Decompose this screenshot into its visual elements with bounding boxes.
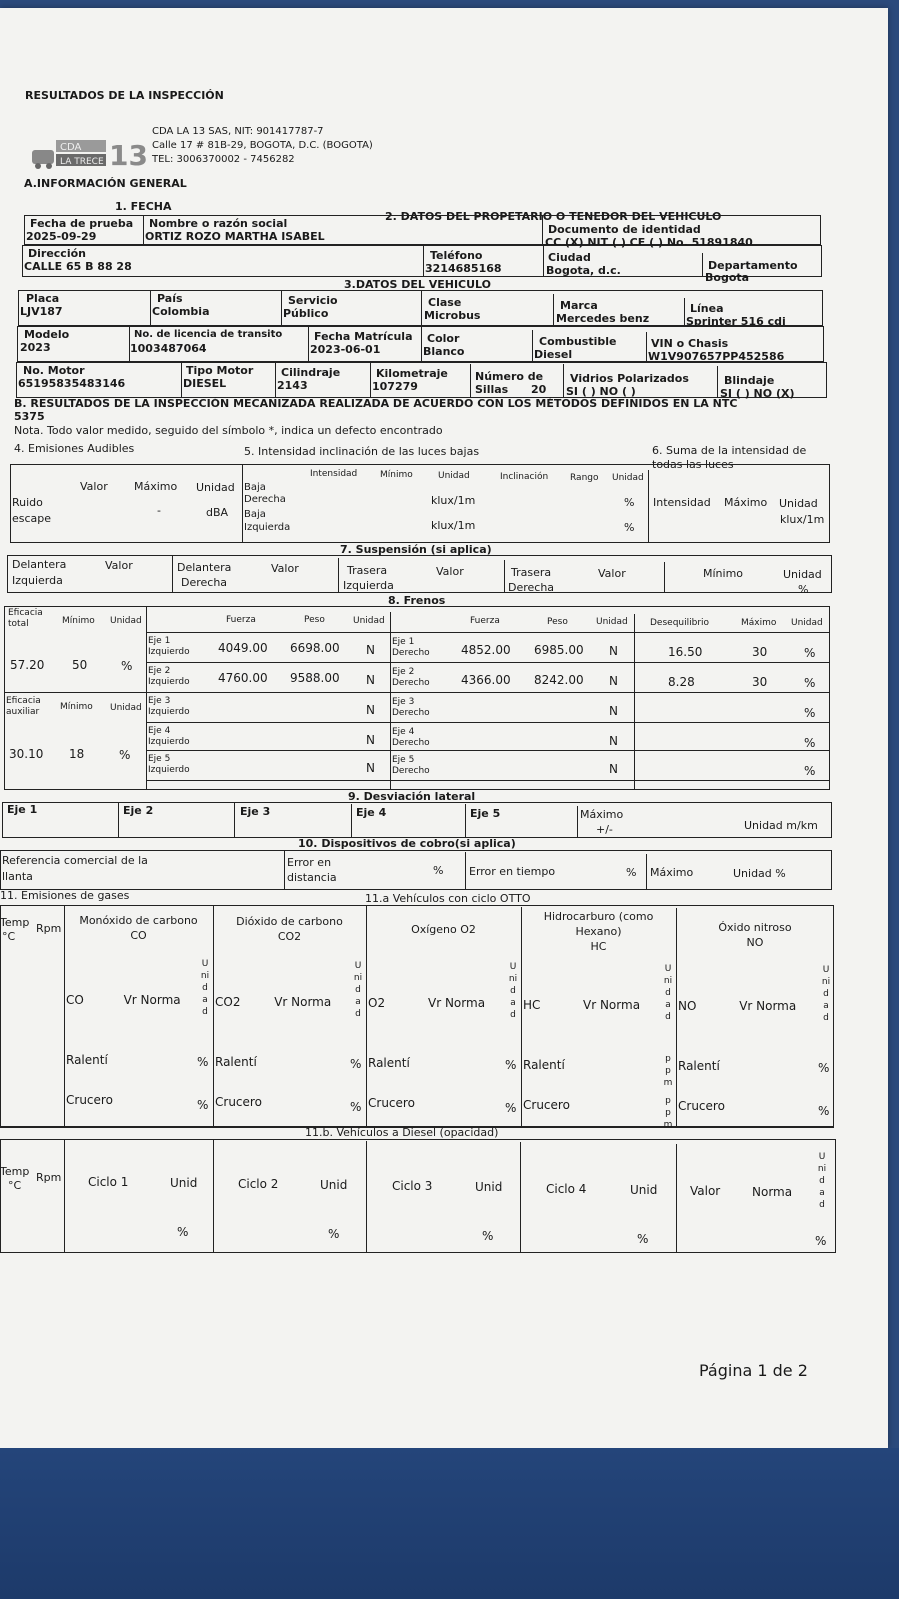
ralenti: Ralentí	[66, 1053, 108, 1067]
unidad-vertical: Unidad	[200, 959, 210, 1017]
color: Blanco	[423, 345, 465, 358]
svg-text:13: 13	[109, 139, 148, 172]
eje-der-label: Eje 1	[392, 637, 415, 647]
cda-phone: TEL: 3006370002 - 7456282	[152, 154, 295, 165]
vr-norma: Vr Norma	[583, 997, 641, 1012]
vin: W1V907657PP452586	[648, 350, 785, 363]
unidad-vertical: Unidad	[663, 963, 673, 1022]
cobro-heading: 10. Dispositivos de cobro(si aplica)	[298, 837, 516, 850]
document-title: RESULTADOS DE LA INSPECCIÓN	[25, 89, 224, 102]
eje-izq-side: Izquierdo	[148, 765, 190, 775]
cda-name: CDA LA 13 SAS, NIT: 901417787-7	[152, 126, 324, 137]
fuerza-izquierdo: 4760.00	[218, 671, 268, 685]
kilometraje: 107279	[372, 380, 418, 393]
cda-logo	[30, 136, 148, 174]
peso-izquierdo: 6698.00	[290, 641, 340, 655]
eje-izq-side: Izquierdo	[148, 647, 190, 657]
eje-der-label: Eje 5	[392, 755, 415, 765]
unidad-n: N	[366, 761, 375, 775]
unidad-n: N	[609, 734, 618, 748]
cilindraje: 2143	[277, 379, 308, 392]
gas-label: HC	[523, 997, 541, 1012]
unidad-pct: %	[505, 1058, 517, 1072]
vr-norma: Vr Norma	[274, 994, 332, 1009]
unidad-pct: %	[804, 676, 816, 690]
fecha-prueba: 2025-09-29	[26, 230, 97, 243]
vr-norma: Vr Norma	[739, 999, 797, 1013]
desequilibrio: 16.50	[668, 645, 703, 659]
unidad-pct: %	[804, 764, 816, 778]
vr-norma: Vr Norma	[428, 996, 486, 1010]
owner-address: CALLE 65 B 88 28	[24, 260, 132, 273]
pais: Colombia	[152, 305, 210, 318]
section-b-title: B. RESULTADOS DE LA INSPECCIÓN MECANIZADA REALIZADA DE ACUERDO CON LOS MÉTODOS DEFINIDOS EN LA NTC	[14, 397, 738, 410]
eje-der-label: Eje 3	[392, 697, 415, 707]
unidad-pct: %	[197, 1055, 209, 1069]
svg-text:CDA: CDA	[60, 142, 82, 153]
gases-heading: 11. Emisiones de gases	[0, 889, 130, 902]
owner-phone: 3214685168	[425, 262, 502, 275]
inspection-document: RESULTADOS DE LA INSPECCIÓN 13 CDA LA TRECE CDA LA 13 SAS, NIT: 901417787-7 Calle 17 # 81B-29, BOGOTA, D.C. (BOGOTA) TEL: 3006370002 - 7456282 A.INFORMACIÓN GENERAL 1. FECHA 2. DATOS DEL PROPETARIO O TENEDOR DEL VEHICULO Fecha de prueba 2025-09-29 Nombre o razón social ORTIZ ROZO MARTHA ISABEL Documento de identidad CC (X) NIT ( ) CE ( ) No. 51891840 Dirección CALLE 65 B 88 28 Teléfono 3214685168 Ciudad Bogota, d.c. Departamento Bogota 3.DATOS DEL VEHICULO Placa LJV187 País Colombia Servicio Público Clase Microbus Marca Mercedes benz Línea Sprinter 516 cdi Modelo 2023 No. de licencia de transito 1003487064 Fecha Matrícula 2023-06-01 Color Blanco Combustible Diesel VIN o Chasis W1V907657PP452586 No. Motor 65195835483146 Tipo Motor DIESEL Cilindraje 2143 Kilometraje 107279 Número de Sillas 20 Vidrios Polarizados SI ( ) NO ( ) Blindaje SI ( ) NO (X) B. RESULTADOS DE LA INSPECCIÓN MECANIZADA REALIZADA DE ACUERDO CON LOS MÉTODOS DEFINIDOS EN LA NTC 5375 Nota. Todo valor medido, seguido del símbolo *, indica un defecto encontrado 4. Emisiones Audibles 5. Intensidad inclinación de las luces bajas 6. Suma de la intensidad de todas las luces Valor Máximo Unidad Ruido escape - dBA Intensidad Mínimo Unidad Inclinación Rango Unidad Baja Derecha Baja Izquierda klux/1m klux/1m % % Intensidad Máximo Unidad klux/1m 7. Suspensión (si aplica) Delantera Izquierda Valor Delantera Derecha Valor Trasera Izquierda Valor Trasera Derecha Valor Mínimo Unidad % 8. Frenos Eficacia total Mínimo Unidad 57.20 50 % Eficacia auxiliar Mínimo Unidad 30.10 18 % Fuerza Peso Unidad Fuerza Peso Unidad Desequilibrio Máximo Unidad Eje 1 Izquierdo 4049.00 6698.00 N Eje 1 Derecho 4852.00 6985.00 N 16.50 30 % Eje 2 Izquierdo 4760.00 9588.00 N Eje 2 Derecho 4366.00 8242.00 N 8.28 30 % Eje 3 Izquierdo N Eje 3 Derecho N % Eje 4 Izquierdo N Eje 4 Derecho N % Eje 5 Izquierdo N Eje 5 Derecho N % 9. Desviación lateral Eje 1 Eje 2 Eje 3 Eje 4 Eje 5 Máximo +/- Unidad m/km 10. Dispositivos de cobro(si aplica) Referencia comercial de la llanta Error en distancia % Error en tiempo % Máximo Unidad % 11. Emisiones de gases 11.a Vehículos con ciclo OTTO Temp °C Rpm Monóxido de carbono CO Dióxido de carbono CO2 Oxígeno O2 Hidrocarburo (como Hexano) HC Óxido nitroso NO CO Vr Norma Unidad Ralentí Crucero % % CO2 Vr Norma Unidad Ralentí Crucero % % O2 Vr Norma Unidad Ralentí Crucero % % HC Vr Norma Unidad Ralentí Crucero ppm ppm NO Vr Norma Unidad Ralentí Crucero % % 11.b. Vehículos a Diesel (opacidad) Temp °C Rpm Ciclo 1 Unid % Ciclo 2 Unid % Ciclo 3 Unid % Ciclo 4 Unid % Valor Norma Unidad % Página 1 de 2	[0, 8, 888, 1448]
unidad-ppm: ppm	[663, 1053, 673, 1088]
ralenti: Ralentí	[368, 1056, 410, 1070]
peso-derecho: 6985.00	[534, 643, 584, 657]
eficacia-auxiliar-valor: 30.10	[9, 747, 44, 761]
gas-label: O2	[368, 996, 386, 1010]
eje-der-side: Derecho	[392, 766, 430, 776]
cda-address: Calle 17 # 81B-29, BOGOTA, D.C. (BOGOTA)	[152, 140, 373, 151]
vr-norma: Vr Norma	[123, 993, 181, 1007]
unidad-vertical: Unidad	[508, 962, 518, 1020]
ralenti: Ralentí	[678, 1059, 720, 1073]
gas-label: CO2	[215, 994, 241, 1009]
unidad-n: N	[609, 644, 618, 658]
propietario-heading: 2. DATOS DEL PROPETARIO O TENEDOR DEL VEHICULO	[385, 210, 722, 223]
eje-izq-side: Izquierdo	[148, 707, 190, 717]
emisiones-audibles-heading: 4. Emisiones Audibles	[14, 442, 135, 455]
unidad-n: N	[609, 762, 618, 776]
numero-motor: 65195835483146	[18, 377, 126, 390]
unidad-pct: %	[350, 1099, 362, 1114]
background-surface	[0, 1448, 899, 1599]
diesel-heading: 11.b. Vehículos a Diesel (opacidad)	[305, 1126, 499, 1139]
unidad-pct: %	[505, 1101, 517, 1115]
ralenti: Ralentí	[215, 1054, 257, 1069]
eje-izq-label: Eje 3	[148, 696, 171, 706]
unidad-vertical: Unidad	[821, 965, 831, 1023]
eficacia-auxiliar-minimo: 18	[69, 747, 85, 761]
unidad-pct: %	[818, 1104, 830, 1118]
ralenti: Ralentí	[523, 1057, 565, 1072]
frenos-table	[4, 606, 830, 790]
maximo: 30	[752, 675, 768, 689]
vidrios-polarizados: SI ( ) NO ( )	[566, 385, 636, 398]
crucero: Crucero	[215, 1094, 262, 1109]
owner-name: ORTIZ ROZO MARTHA ISABEL	[145, 230, 325, 243]
fuerza-derecho: 4852.00	[461, 643, 511, 657]
placa: LJV187	[20, 305, 63, 318]
unidad-pct: %	[197, 1098, 209, 1112]
gas-label: CO	[66, 993, 84, 1007]
peso-izquierdo: 9588.00	[290, 671, 340, 685]
tipo-motor: DIESEL	[183, 377, 227, 390]
crucero: Crucero	[678, 1099, 725, 1113]
unidad-n: N	[609, 704, 618, 718]
unidad-n: N	[366, 643, 375, 657]
suspension-heading: 7. Suspensión (si aplica)	[340, 543, 492, 556]
crucero: Crucero	[368, 1096, 415, 1110]
vehicle-heading: 3.DATOS DEL VEHICULO	[344, 278, 492, 291]
unidad-pct: %	[804, 736, 816, 750]
eje-der-label: Eje 2	[392, 667, 415, 677]
modelo: 2023	[20, 341, 51, 354]
maximo: 30	[752, 645, 768, 659]
desviacion-heading: 9. Desviación lateral	[348, 790, 476, 803]
svg-text:LA TRECE: LA TRECE	[60, 157, 104, 167]
marca: Mercedes benz	[556, 312, 650, 325]
unidad-pct: %	[818, 1061, 830, 1075]
unidad-pct: %	[350, 1056, 362, 1071]
eje-der-side: Derecho	[392, 738, 430, 748]
nota: Nota. Todo valor medido, seguido del símbolo *, indica un defecto encontrado	[14, 424, 443, 437]
frenos-heading: 8. Frenos	[388, 594, 446, 607]
unidad-pct: %	[804, 646, 816, 660]
page-number: Página 1 de 2	[699, 1361, 808, 1380]
unidad-n: N	[366, 673, 375, 687]
blindaje: SI ( ) NO (X)	[720, 387, 795, 400]
clase: Microbus	[424, 309, 481, 322]
eje-der-side: Derecho	[392, 648, 430, 658]
servicio: Público	[283, 307, 329, 320]
fecha-heading: 1. FECHA	[115, 200, 172, 213]
eje-izq-label: Eje 1	[148, 636, 171, 646]
eje-der-side: Derecho	[392, 708, 430, 718]
gas-label: NO	[678, 999, 697, 1013]
otto-heading: 11.a Vehículos con ciclo OTTO	[365, 892, 531, 905]
luces-heading: 5. Intensidad inclinación de las luces bajas	[244, 445, 480, 458]
crucero: Crucero	[66, 1093, 113, 1107]
eje-izq-side: Izquierdo	[148, 677, 190, 687]
eje-der-label: Eje 4	[392, 727, 415, 737]
eje-izq-label: Eje 2	[148, 666, 171, 676]
eje-izq-label: Eje 5	[148, 754, 171, 764]
eje-izq-side: Izquierdo	[148, 737, 190, 747]
peso-derecho: 8242.00	[534, 673, 584, 687]
unidad-n: N	[366, 703, 375, 717]
owner-department: Bogota	[705, 271, 750, 284]
eje-der-side: Derecho	[392, 678, 430, 688]
eficacia-total-minimo: 50	[72, 658, 88, 672]
fuerza-derecho: 4366.00	[461, 673, 511, 687]
owner-document: CC (X) NIT ( ) CE ( ) No. 51891840	[545, 236, 753, 249]
unidad-n: N	[366, 733, 375, 747]
numero-sillas: 20	[531, 383, 547, 396]
eje-izq-label: Eje 4	[148, 726, 171, 736]
unidad-vertical: Unidad	[353, 960, 363, 1019]
unidad-pct: %	[804, 706, 816, 720]
eficacia-total-valor: 57.20	[10, 658, 45, 672]
crucero: Crucero	[523, 1097, 570, 1112]
section-a-title: A.INFORMACIÓN GENERAL	[24, 177, 187, 190]
unidad-ppm: ppm	[663, 1095, 673, 1130]
fecha-matricula: 2023-06-01	[310, 343, 381, 356]
combustible: Diesel	[534, 348, 573, 361]
desequilibrio: 8.28	[668, 675, 695, 689]
unidad-n: N	[609, 674, 618, 688]
fuerza-izquierdo: 4049.00	[218, 641, 268, 655]
owner-city: Bogota, d.c.	[546, 264, 621, 277]
licencia-transito: 1003487064	[130, 342, 207, 355]
linea: Sprinter 516 cdi	[686, 315, 786, 328]
